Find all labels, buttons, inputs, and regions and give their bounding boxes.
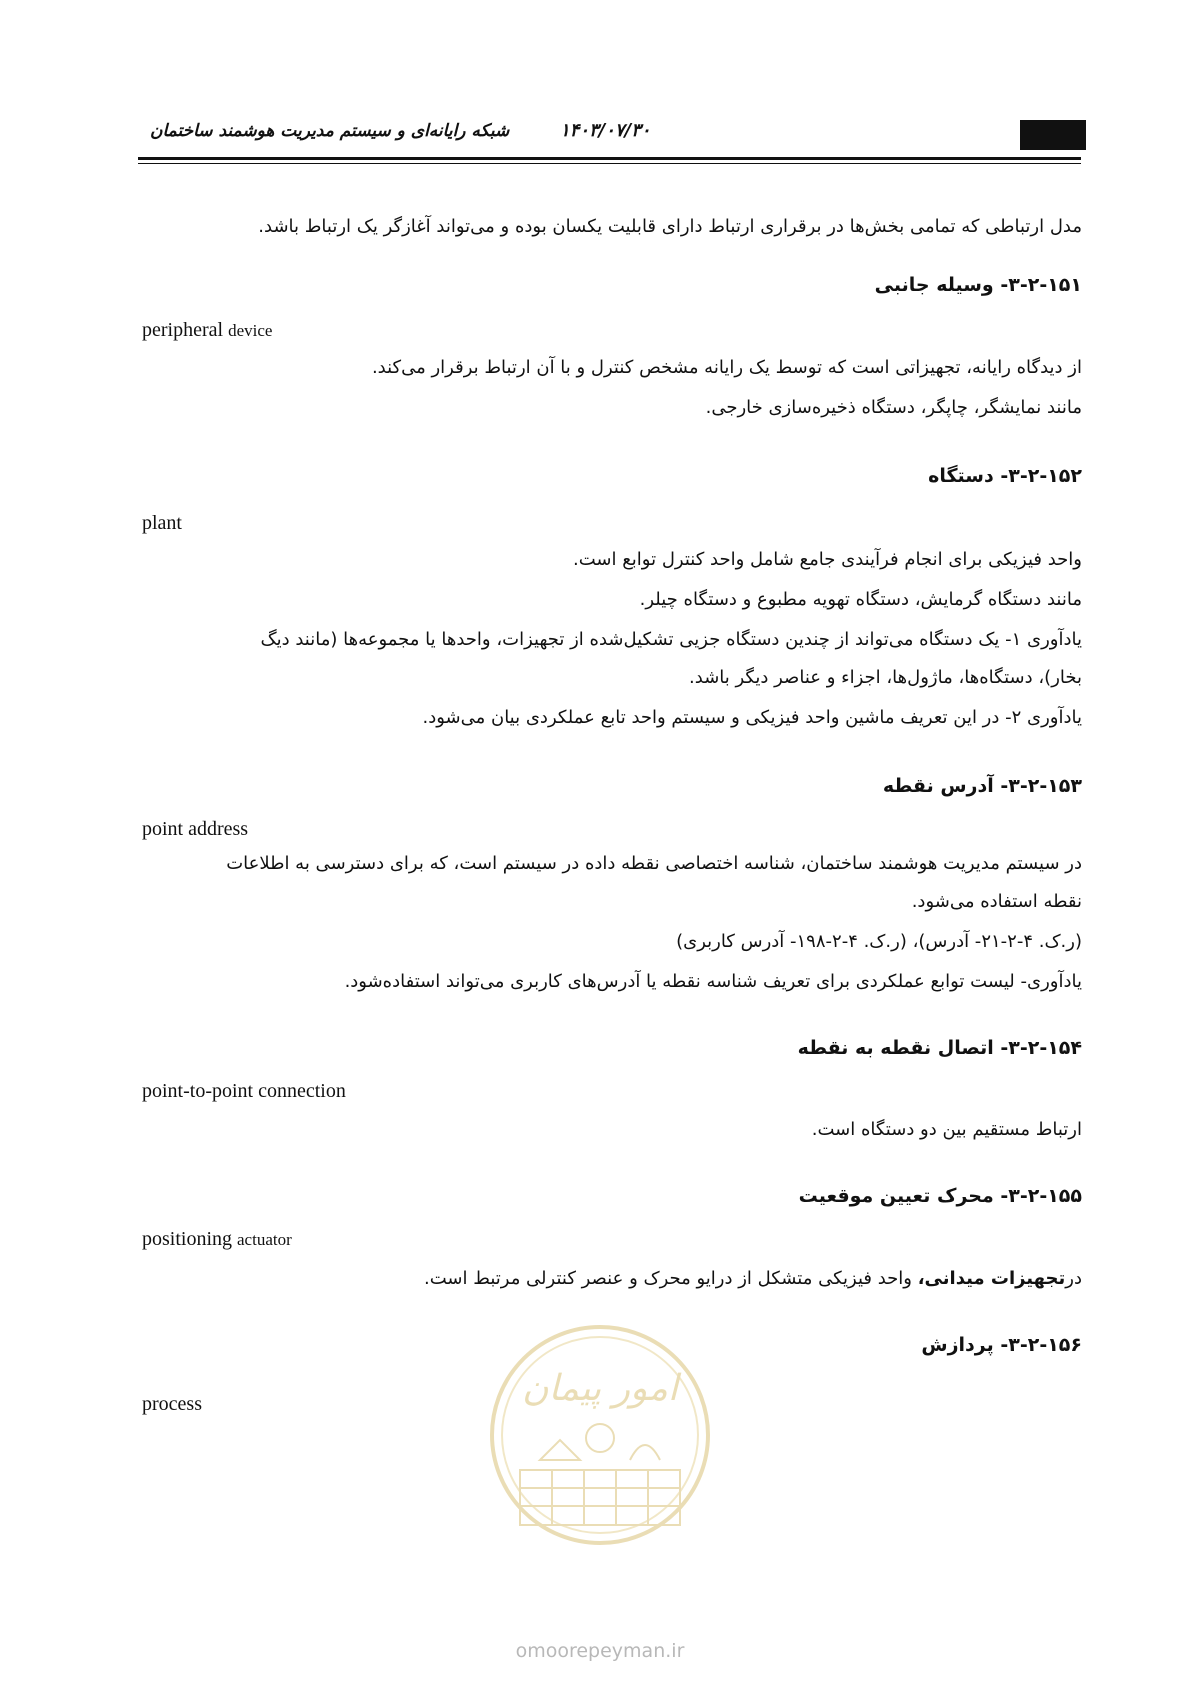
header-rule-thin	[138, 163, 1081, 164]
english-term-155: positioning actuator	[142, 1228, 292, 1250]
watermark-url: omoorepeyman.ir	[515, 1640, 685, 1662]
section-heading-154: ۳-۲-۱۵۴- اتصال نقطه به نقطه	[797, 1037, 1082, 1059]
document-body	[142, 210, 1082, 1418]
english-term-152: plant	[142, 512, 182, 534]
paragraph-155-1: درتجهیزات میدانی، واحد فیزیکی متشکل از درایو محرک و عنصر کنترلی مرتبط است.	[424, 1268, 1082, 1289]
header-rule-thick	[138, 157, 1081, 160]
paragraph-154-1: ارتباط مستقیم بین دو دستگاه است.	[811, 1119, 1082, 1140]
english-term-151: peripheral device	[142, 319, 273, 341]
watermark-logo-text: امور پیمان	[522, 1368, 678, 1409]
section-heading-156: ۳-۲-۱۵۶- پردازش	[921, 1334, 1082, 1356]
english-term-156: process	[142, 1393, 202, 1415]
english-term-153: point address	[142, 818, 249, 840]
section-heading-155: ۳-۲-۱۵۵- محرک تعیین موقعیت	[798, 1185, 1082, 1207]
section-heading-152: ۳-۲-۱۵۲- دستگاه	[928, 465, 1082, 487]
watermark-logo	[480, 1320, 720, 1620]
paragraph-153-2: نقطه استفاده می‌شود.	[911, 891, 1082, 912]
paragraph-153-4: یادآوری- لیست توابع عملکردی برای تعریف شناسه نقطه یا آدرس‌های کاربری می‌تواند استفاده‌شود.	[344, 971, 1082, 992]
section-heading-151: ۳-۲-۱۵۱- وسیله جانبی	[874, 274, 1082, 296]
paragraph-152-5: یادآوری ۲- در این تعریف ماشین واحد فیزیکی و سیستم واحد تابع عملکردی بیان می‌شود.	[422, 707, 1082, 728]
paragraph-152-4: بخار)، دستگاه‌ها، ماژول‌ها، اجزاء و عناصر دیگر باشد.	[689, 667, 1082, 688]
paragraph-153-3: (ر.ک. ۴-۲-۲۱- آدرس)، (ر.ک. ۴-۲-۱۹۸- آدرس کاربری)	[676, 931, 1082, 952]
page-header	[0, 0, 1191, 170]
paragraph-152-3: یادآوری ۱- یک دستگاه می‌تواند از چندین دستگاه جزیی تشکیل‌شده از تجهیزات، واحدها یا مجموعه‌ها (مانند دیگ	[260, 629, 1082, 650]
english-term-154: point-to-point connection	[142, 1080, 346, 1102]
header-title: شبکه رایانه‌ای و سیستم مدیریت هوشمند ساختمان	[150, 121, 510, 141]
section-heading-153: ۳-۲-۱۵۳- آدرس نقطه	[882, 775, 1082, 797]
paragraph-151-2: مانند نمایشگر، چاپگر، دستگاه ذخیره‌سازی خارجی.	[705, 397, 1082, 418]
paragraph-151-1: از دیدگاه رایانه، تجهیزاتی است که توسط یک رایانه مشخص کنترل و با آن ارتباط برقرار می‌کند.	[371, 357, 1082, 378]
paragraph-153-1: در سیستم مدیریت هوشمند ساختمان، شناسه اختصاصی نقطه داده در سیستم است، که برای دسترسی به اطلاعات	[226, 853, 1082, 874]
paragraph-152-1: واحد فیزیکی برای انجام فرآیندی جامع شامل واحد کنترل توابع است.	[573, 549, 1082, 570]
header-date: ۱۴۰۳/۰۷/۳۰	[560, 120, 651, 141]
paragraph-152-2: مانند دستگاه گرمایش، دستگاه تهویه مطبوع و دستگاه چیلر.	[639, 589, 1082, 610]
header-black-box	[1020, 120, 1086, 150]
intro-paragraph: مدل ارتباطی که تمامی بخش‌ها در برقراری ارتباط دارای قابلیت یکسان بوده و می‌تواند آغازگر یک ارتباط باشد.	[258, 216, 1082, 237]
